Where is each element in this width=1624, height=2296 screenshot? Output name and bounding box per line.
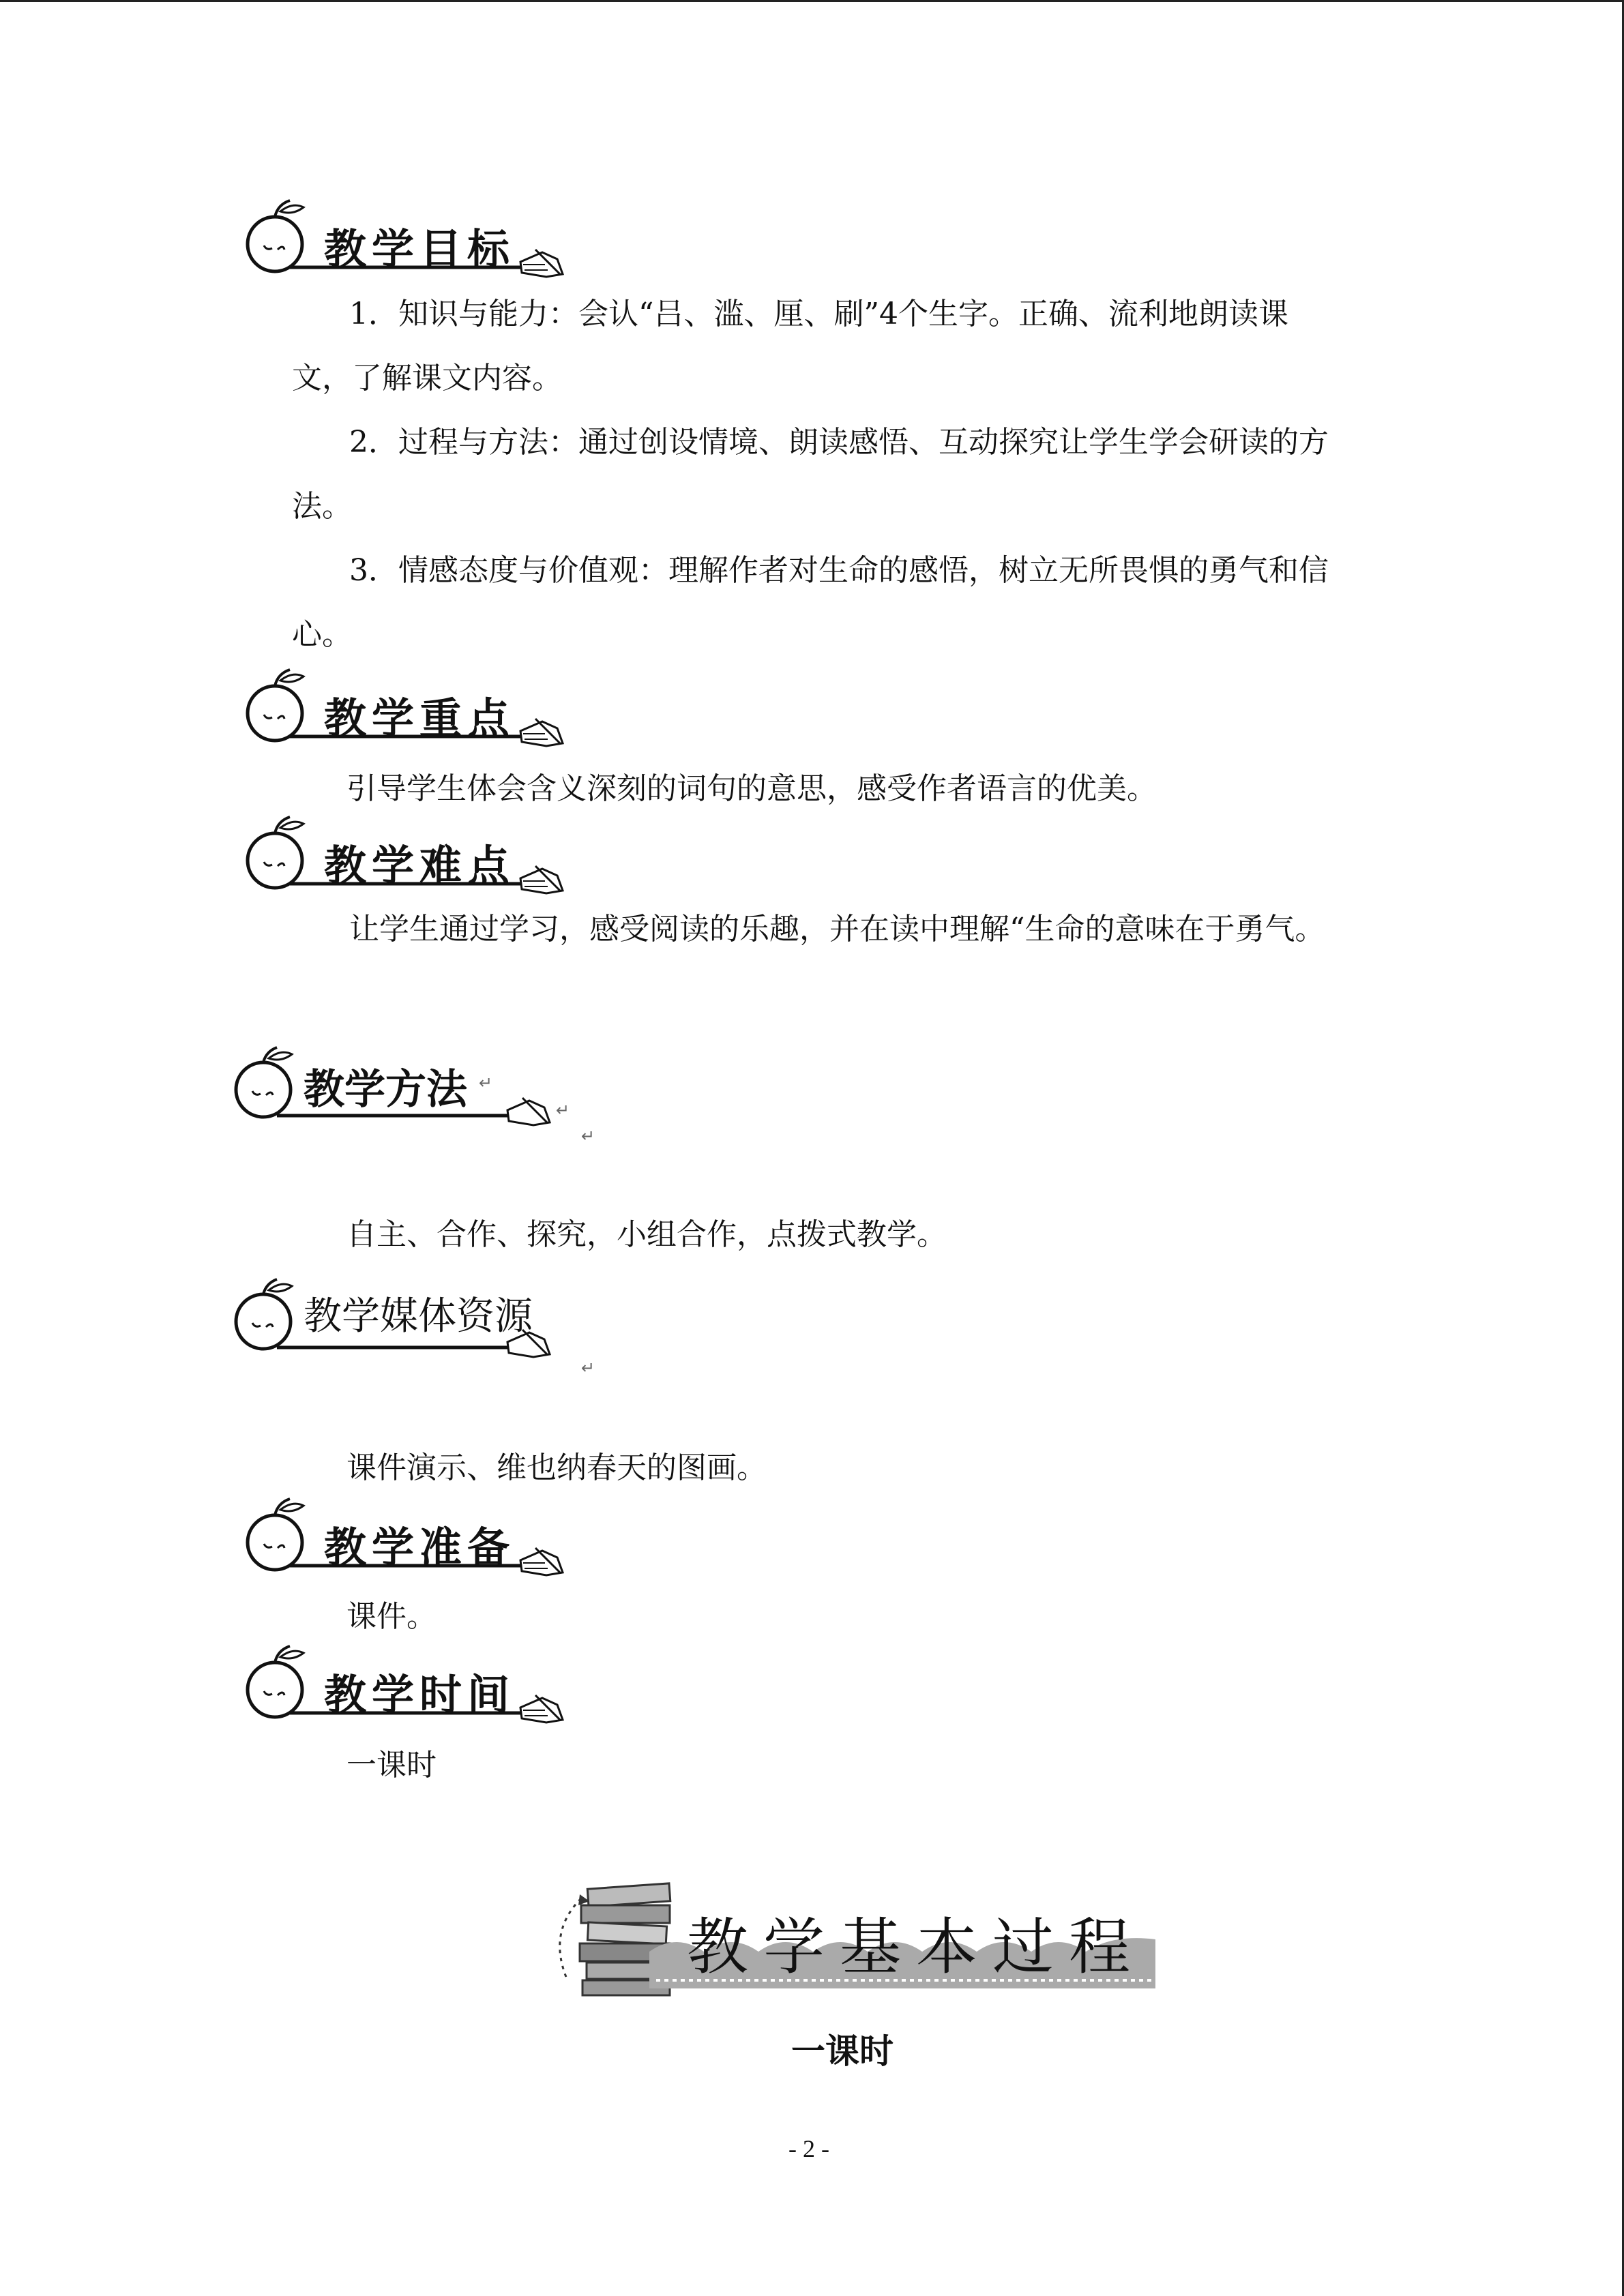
return-mark: ↵ xyxy=(581,1127,595,1146)
objective-item-1: 1．知识与能力：会认“吕、滥、厘、刷”4个生字。正确、流利地朗读课文，了解课文内容。 xyxy=(292,297,1288,396)
pen-hand-icon xyxy=(520,1695,563,1723)
page-border-top xyxy=(0,0,1624,2)
section-title: 教学媒体资源 xyxy=(304,1294,533,1339)
pen-hand-icon xyxy=(520,866,563,893)
key-points-text: 引导学生体会含义深刻的词句的意思，感受作者语言的优美。 xyxy=(346,771,1157,806)
difficulties-text: 让学生通过学习，感受阅读的乐趣，并在读中理解“生命的意味在于勇气。 xyxy=(349,912,1325,946)
section-header-difficulties xyxy=(242,813,570,901)
section-header-methods xyxy=(232,1046,587,1135)
section-header-preparation xyxy=(242,1495,570,1583)
section-title: 教学目标 xyxy=(324,224,516,274)
pen-hand-icon xyxy=(520,719,563,746)
section-header-media xyxy=(232,1278,614,1367)
section-header-time xyxy=(242,1642,570,1731)
pen-hand-icon xyxy=(507,1098,550,1125)
process-banner-title: 教学基本过程 xyxy=(687,1911,1145,1983)
return-mark: ↵ xyxy=(479,1073,493,1092)
lesson-heading: 一课时 xyxy=(791,2031,894,2071)
time-text: 一课时 xyxy=(346,1748,437,1783)
section-header-key-points xyxy=(242,666,570,754)
media-text: 课件演示、维也纳春天的图画。 xyxy=(346,1450,767,1485)
return-mark: ↵ xyxy=(556,1101,570,1120)
methods-text: 自主、合作、探究，小组合作，点拨式教学。 xyxy=(346,1217,947,1252)
section-title: 教学难点 xyxy=(324,841,516,891)
pen-hand-icon xyxy=(520,250,563,277)
page-number: - 2 - xyxy=(788,2135,829,2162)
section-title: 教学重点 xyxy=(324,694,516,743)
section-title: 教学准备 xyxy=(324,1523,516,1572)
process-banner xyxy=(540,1871,1168,2008)
return-mark: ↵ xyxy=(581,1358,595,1377)
section-header-objectives xyxy=(242,196,570,285)
objective-item-2: 2．过程与方法：通过创设情境、朗读感悟、互动探究让学生学会研读的方法。 xyxy=(292,425,1329,524)
preparation-text: 课件。 xyxy=(346,1599,437,1634)
pen-hand-icon xyxy=(520,1548,563,1575)
section-title: 教学方法 xyxy=(304,1066,467,1114)
section-title: 教学时间 xyxy=(324,1670,516,1720)
objective-item-3: 3．情感态度与价值观：理解作者对生命的感悟，树立无所畏惧的勇气和信心。 xyxy=(292,553,1329,652)
